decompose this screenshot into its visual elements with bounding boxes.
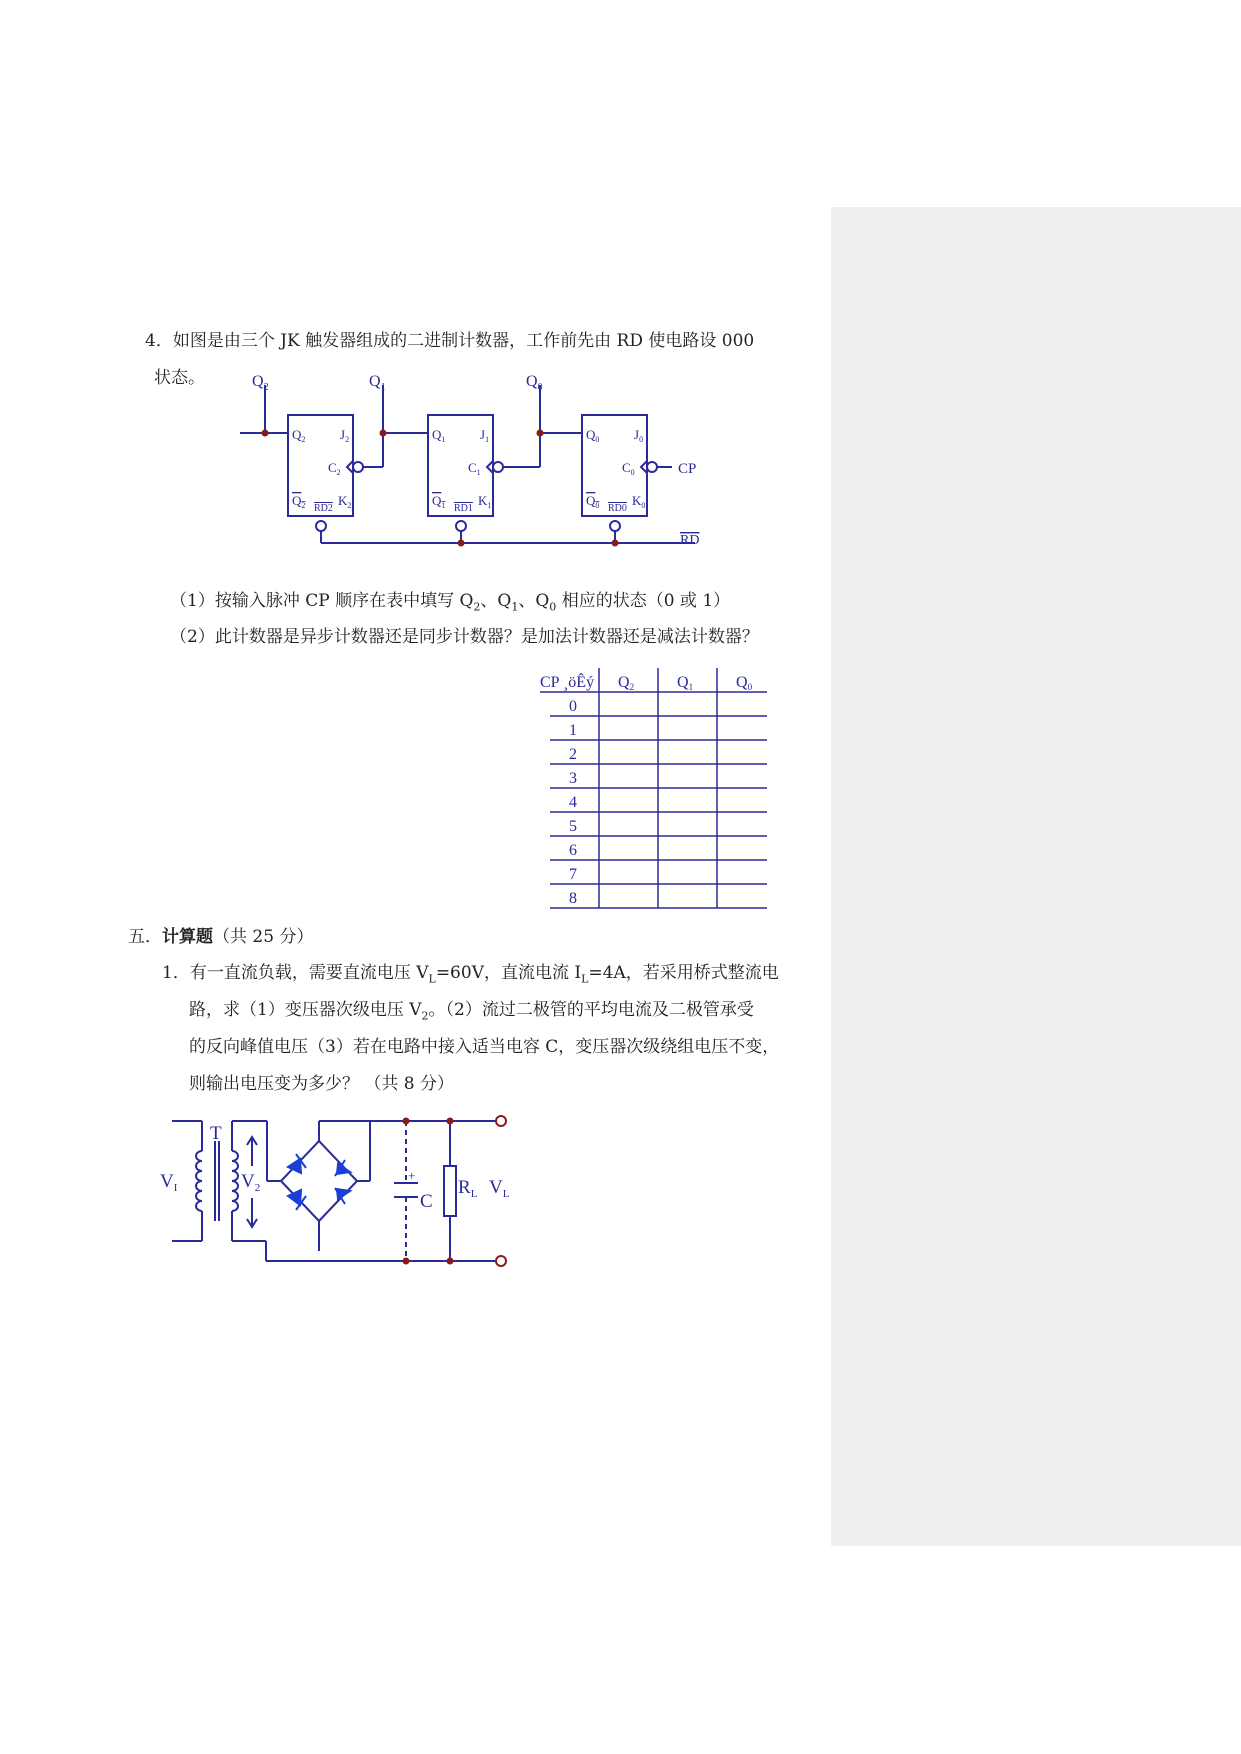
q4-item-1: （1）按输入脉冲 CP 顺序在表中填写 $Q_2$、$Q_1$、$Q_0$ 相应的状态（0 或 1） [170, 591, 731, 614]
table-row-label: 7 [569, 866, 577, 883]
c-label: C [420, 1191, 433, 1212]
ff1-k-label: $K_1$ [478, 493, 492, 510]
table-header-cp: CP ¸öÊý [540, 674, 595, 691]
ff2-j-label: $J_2$ [340, 427, 350, 444]
ff0-k-label: $K_0$ [632, 493, 646, 510]
table-row-label: 0 [569, 698, 577, 715]
ff2-k-label: $K_2$ [338, 493, 352, 510]
diode-3 [288, 1190, 301, 1205]
table-row-label: 4 [569, 794, 577, 811]
ff1-rd-label: RD1 [454, 503, 473, 514]
ff1-q-label: $Q_1$ [432, 427, 446, 444]
ff1-c-label: $C_1$ [468, 460, 481, 477]
ff0-c-label: $C_0$ [622, 460, 635, 477]
output-terminal-bottom [496, 1256, 506, 1266]
table-row-label: 5 [569, 818, 577, 835]
ff1-qbar-label: $Q_1$ [432, 493, 446, 510]
q4-item-2: （2）此计数器是异步计数器还是同步计数器？是加法计数器还是减法计数器？ [170, 627, 759, 647]
t-label: T [210, 1123, 222, 1144]
ff2-rd-label: RD2 [314, 503, 333, 514]
top-label-q2: $Q_2$ [252, 373, 269, 393]
table-row-label: 6 [569, 842, 577, 859]
ff2-q-label: $Q_2$ [292, 427, 306, 444]
table-header-q2: Q2 [618, 674, 635, 692]
top-label-q1: $Q_1$ [369, 373, 386, 393]
table-row-label: 1 [569, 722, 577, 739]
ff0-q-label: $Q_0$ [586, 427, 600, 444]
vl-label: $V_L$ [489, 1177, 510, 1200]
output-terminal-top [496, 1116, 506, 1126]
q4-text-2: 状态。 [154, 368, 205, 388]
ff2-c-label: $C_2$ [328, 460, 341, 477]
p1-line-3: 的反向峰值电压（3）若在电路中接入适当电容 C，变压器次级绕组电压不变， [189, 1037, 780, 1057]
ff0-rd-label: RD0 [608, 503, 627, 514]
bridge-diamond [281, 1141, 357, 1221]
top-label-q0: $Q_0$ [526, 373, 543, 393]
q4-text-1: 4．如图是由三个 JK 触发器组成的二进制计数器，工作前先由 RD 使电路设 000 [145, 331, 755, 351]
load-resistor [444, 1166, 456, 1216]
section-5-title: 五．计算题（共 25 分） [128, 927, 314, 947]
p1-line-4: 则输出电压变为多少？ （共 8 分） [189, 1074, 455, 1094]
ff0-j-label: $J_0$ [634, 427, 644, 444]
table-row-label: 8 [569, 890, 577, 907]
primary-winding [196, 1151, 202, 1211]
p1-line-1: 1．有一直流负载，需要直流电压 $V_L=60V$，直流电流 $I_L=4A$，若采用桥式整流电 [162, 963, 779, 986]
rd-label: RD [680, 533, 700, 548]
table-header-q0: Q0 [736, 674, 753, 692]
secondary-winding [232, 1151, 238, 1211]
capacitor-plus-label: + [408, 1168, 416, 1183]
rl-label: $R_L$ [458, 1177, 478, 1200]
v2-label: $V_2$ [241, 1171, 261, 1194]
table-header-q1: Q1 [677, 674, 694, 692]
p1-line-2: 路，求（1）变压器次级电压 $V_2$。（2）流过二极管的平均电流及二极管承受 [189, 1000, 754, 1023]
ff1-j-label: $J_1$ [480, 427, 490, 444]
table-row-label: 3 [569, 770, 577, 787]
ff2-qbar-label: $Q_2$ [292, 493, 306, 510]
vi-label: $V_I$ [160, 1171, 178, 1194]
table-row-label: 2 [569, 746, 577, 763]
cp-label: CP [678, 461, 697, 477]
ff0-qbar-label: $Q_0$ [586, 493, 600, 510]
